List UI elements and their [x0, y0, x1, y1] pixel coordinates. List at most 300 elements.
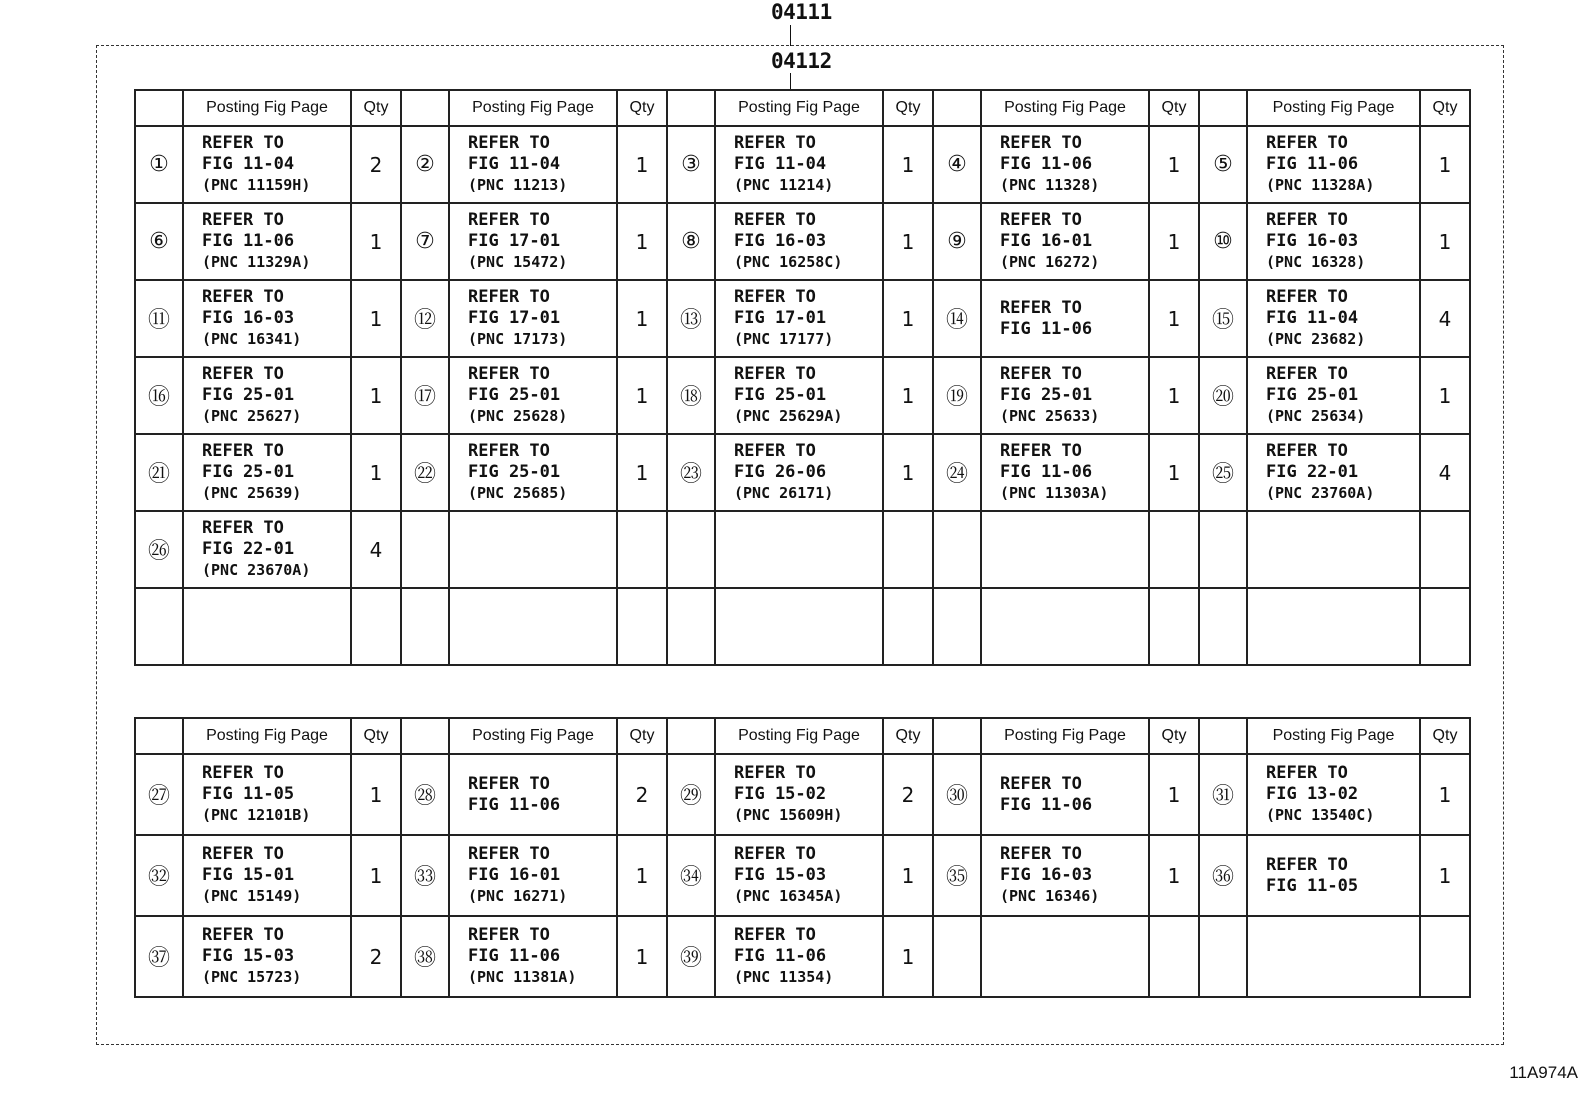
fig-number: FIG 16-03 [1000, 865, 1093, 885]
item-number: ⑪ [135, 280, 183, 357]
item-number: ㊳ [401, 916, 449, 997]
item-number [1199, 511, 1247, 588]
posting-reference [449, 280, 617, 357]
fig-number: FIG 15-03 [734, 865, 827, 885]
quantity: 1 [617, 434, 667, 511]
header-qty: Qty [1420, 718, 1470, 754]
header-posting-fig-page: Posting Fig Page [449, 718, 617, 754]
pnc-number: (PNC 26171) [734, 484, 834, 502]
quantity: 1 [617, 357, 667, 434]
item-number: ㉜ [135, 835, 183, 916]
refer-to-label: REFER TO [734, 763, 816, 783]
posting-reference [449, 754, 617, 835]
item-number: ㉓ [667, 434, 715, 511]
refer-to-label: REFER TO [468, 287, 550, 307]
item-number: ① [135, 126, 183, 203]
quantity: 1 [351, 203, 401, 280]
posting-reference [449, 126, 617, 203]
pnc-number: (PNC 13540C) [1266, 806, 1375, 824]
pnc-number: (PNC 11329A) [202, 253, 311, 271]
posting-reference [981, 434, 1149, 511]
fig-number: FIG 25-01 [202, 462, 295, 482]
fig-number: FIG 11-06 [734, 946, 827, 966]
header-qty: Qty [1149, 718, 1199, 754]
quantity: 1 [1420, 126, 1470, 203]
posting-reference [981, 511, 1149, 588]
posting-reference [715, 357, 883, 434]
fig-number: FIG 15-03 [202, 946, 295, 966]
sub-assembly-code: 04112 [771, 49, 832, 73]
item-number: ④ [933, 126, 981, 203]
quantity: 2 [351, 916, 401, 997]
header-qty: Qty [883, 90, 933, 126]
quantity: 2 [617, 754, 667, 835]
fig-number: FIG 16-01 [468, 865, 561, 885]
refer-to-label: REFER TO [1266, 287, 1348, 307]
header-posting-fig-page: Posting Fig Page [981, 90, 1149, 126]
item-number [933, 588, 981, 665]
header-number-column [667, 90, 715, 126]
quantity: 1 [351, 835, 401, 916]
item-number [933, 916, 981, 997]
refer-to-label: REFER TO [468, 364, 550, 384]
header-number-column [401, 718, 449, 754]
illustration-code: 11A974A [1509, 1063, 1578, 1082]
quantity [617, 588, 667, 665]
posting-reference [449, 916, 617, 997]
pnc-number: (PNC 16328) [1266, 253, 1366, 271]
quantity [1420, 511, 1470, 588]
item-number: ㉔ [933, 434, 981, 511]
fig-number: FIG 16-03 [734, 231, 827, 251]
refer-to-label: REFER TO [1000, 133, 1082, 153]
item-number: ㊱ [1199, 835, 1247, 916]
posting-reference [715, 588, 883, 665]
quantity: 1 [1149, 203, 1199, 280]
refer-to-label: REFER TO [202, 364, 284, 384]
item-number: ㉖ [135, 511, 183, 588]
pnc-number: (PNC 25629A) [734, 407, 843, 425]
refer-to-label: REFER TO [468, 844, 550, 864]
table-row [135, 588, 1470, 665]
header-qty: Qty [351, 90, 401, 126]
fig-number: FIG 16-03 [1266, 231, 1359, 251]
pnc-number: (PNC 16346) [1000, 887, 1100, 905]
item-number: ⑮ [1199, 280, 1247, 357]
pnc-number: (PNC 16258C) [734, 253, 843, 271]
header-posting-fig-page: Posting Fig Page [715, 718, 883, 754]
item-number [933, 511, 981, 588]
item-number: ㉑ [135, 434, 183, 511]
fig-number: FIG 11-06 [202, 231, 295, 251]
fig-number: FIG 25-01 [202, 385, 295, 405]
pnc-number: (PNC 16345A) [734, 887, 843, 905]
posting-reference [183, 434, 351, 511]
quantity [351, 588, 401, 665]
refer-to-label: REFER TO [1266, 763, 1348, 783]
posting-reference [981, 126, 1149, 203]
fig-number: FIG 11-04 [468, 154, 561, 174]
item-number: ⑩ [1199, 203, 1247, 280]
header-posting-fig-page: Posting Fig Page [449, 90, 617, 126]
quantity: 4 [1420, 434, 1470, 511]
main-code-leader-line [790, 25, 791, 46]
quantity: 1 [883, 357, 933, 434]
pnc-number: (PNC 25639) [202, 484, 302, 502]
refer-to-label: REFER TO [1266, 210, 1348, 230]
posting-reference [715, 754, 883, 835]
quantity [617, 511, 667, 588]
quantity: 1 [617, 916, 667, 997]
header-qty: Qty [617, 718, 667, 754]
posting-reference [183, 588, 351, 665]
posting-reference [183, 754, 351, 835]
fig-number: FIG 25-01 [1000, 385, 1093, 405]
header-posting-fig-page: Posting Fig Page [1247, 90, 1420, 126]
item-number: ㉕ [1199, 434, 1247, 511]
refer-to-label: REFER TO [1000, 844, 1082, 864]
refer-to-label: REFER TO [734, 133, 816, 153]
item-number [667, 588, 715, 665]
refer-to-label: REFER TO [202, 133, 284, 153]
table-row [135, 511, 1470, 588]
item-number: ㉛ [1199, 754, 1247, 835]
quantity: 2 [883, 754, 933, 835]
sub-code-leader-line [790, 73, 791, 90]
header-number-column [135, 718, 183, 754]
refer-to-label: REFER TO [1266, 854, 1348, 875]
quantity: 2 [351, 126, 401, 203]
pnc-number: (PNC 25633) [1000, 407, 1100, 425]
fig-number: FIG 11-04 [1266, 308, 1359, 328]
item-number: ⑲ [933, 357, 981, 434]
fig-number: FIG 11-06 [1000, 794, 1093, 815]
refer-to-label: REFER TO [734, 210, 816, 230]
header-posting-fig-page: Posting Fig Page [981, 718, 1149, 754]
header-qty: Qty [883, 718, 933, 754]
quantity: 1 [1149, 280, 1199, 357]
pnc-number: (PNC 11159H) [202, 176, 311, 194]
pnc-number: (PNC 23760A) [1266, 484, 1375, 502]
posting-reference [715, 835, 883, 916]
quantity: 1 [351, 754, 401, 835]
refer-to-label: REFER TO [202, 844, 284, 864]
posting-reference [1247, 916, 1420, 997]
table-row [135, 357, 1470, 434]
quantity: 1 [1420, 835, 1470, 916]
posting-reference [715, 434, 883, 511]
quantity [1149, 916, 1199, 997]
quantity: 1 [1149, 754, 1199, 835]
quantity [1420, 916, 1470, 997]
fig-number: FIG 15-02 [734, 784, 827, 804]
header-number-column [933, 718, 981, 754]
refer-to-label: REFER TO [468, 773, 550, 794]
item-number [401, 588, 449, 665]
pnc-number: (PNC 17177) [734, 330, 834, 348]
refer-to-label: REFER TO [468, 925, 550, 945]
pnc-number: (PNC 25627) [202, 407, 302, 425]
pnc-number: (PNC 25634) [1266, 407, 1366, 425]
posting-reference [183, 511, 351, 588]
pnc-number: (PNC 15149) [202, 887, 302, 905]
refer-to-label: REFER TO [1000, 210, 1082, 230]
pnc-number: (PNC 16271) [468, 887, 568, 905]
refer-to-label: REFER TO [1000, 773, 1082, 794]
refer-to-label: REFER TO [734, 287, 816, 307]
pnc-number: (PNC 11328) [1000, 176, 1100, 194]
pnc-number: (PNC 15723) [202, 968, 302, 986]
fig-number: FIG 11-04 [734, 154, 827, 174]
quantity [1420, 588, 1470, 665]
fig-number: FIG 25-01 [1266, 385, 1359, 405]
refer-to-label: REFER TO [734, 364, 816, 384]
header-number-column [135, 90, 183, 126]
item-number: ⑭ [933, 280, 981, 357]
quantity: 4 [351, 511, 401, 588]
pnc-number: (PNC 11381A) [468, 968, 577, 986]
quantity: 1 [1420, 357, 1470, 434]
fig-number: FIG 11-05 [202, 784, 295, 804]
table-row [135, 916, 1470, 997]
refer-to-label: REFER TO [1000, 297, 1082, 318]
fig-number: FIG 26-06 [734, 462, 827, 482]
item-number: ㉒ [401, 434, 449, 511]
posting-reference [981, 357, 1149, 434]
refer-to-label: REFER TO [202, 518, 284, 538]
posting-reference [981, 203, 1149, 280]
quantity: 1 [1149, 434, 1199, 511]
item-number: ⑱ [667, 357, 715, 434]
quantity: 1 [1149, 835, 1199, 916]
posting-reference [1247, 588, 1420, 665]
refer-to-label: REFER TO [202, 210, 284, 230]
refer-to-label: REFER TO [202, 763, 284, 783]
posting-reference [449, 357, 617, 434]
quantity: 4 [1420, 280, 1470, 357]
quantity [1149, 511, 1199, 588]
item-number: ⑤ [1199, 126, 1247, 203]
posting-reference [1247, 280, 1420, 357]
item-number: ⑳ [1199, 357, 1247, 434]
fig-number: FIG 17-01 [734, 308, 827, 328]
refer-to-label: REFER TO [202, 287, 284, 307]
quantity: 1 [883, 203, 933, 280]
fig-number: FIG 17-01 [468, 308, 561, 328]
refer-to-label: REFER TO [1000, 364, 1082, 384]
item-number [135, 588, 183, 665]
posting-reference [1247, 203, 1420, 280]
posting-reference [1247, 126, 1420, 203]
quantity: 1 [1149, 126, 1199, 203]
refer-to-label: REFER TO [1266, 133, 1348, 153]
refer-to-label: REFER TO [734, 844, 816, 864]
item-number: ㉙ [667, 754, 715, 835]
fig-number: FIG 25-01 [468, 385, 561, 405]
header-posting-fig-page: Posting Fig Page [183, 90, 351, 126]
header-number-column [401, 90, 449, 126]
posting-reference [1247, 357, 1420, 434]
posting-reference [1247, 835, 1420, 916]
table-row [135, 835, 1470, 916]
item-number: ㊲ [135, 916, 183, 997]
refer-to-label: REFER TO [734, 441, 816, 461]
posting-reference [981, 754, 1149, 835]
pnc-number: (PNC 15472) [468, 253, 568, 271]
pnc-number: (PNC 23682) [1266, 330, 1366, 348]
header-posting-fig-page: Posting Fig Page [183, 718, 351, 754]
header-posting-fig-page: Posting Fig Page [1247, 718, 1420, 754]
quantity: 1 [351, 280, 401, 357]
pnc-number: (PNC 11303A) [1000, 484, 1109, 502]
quantity: 1 [883, 126, 933, 203]
quantity: 1 [351, 434, 401, 511]
item-number [1199, 916, 1247, 997]
posting-reference [715, 511, 883, 588]
pnc-number: (PNC 23670A) [202, 561, 311, 579]
refer-to-label: REFER TO [1266, 441, 1348, 461]
quantity: 1 [883, 280, 933, 357]
fig-number: FIG 15-01 [202, 865, 295, 885]
item-number: ⑨ [933, 203, 981, 280]
quantity: 1 [883, 434, 933, 511]
header-number-column [667, 718, 715, 754]
refer-to-label: REFER TO [202, 925, 284, 945]
refer-to-label: REFER TO [468, 210, 550, 230]
quantity: 1 [1420, 203, 1470, 280]
fig-number: FIG 22-01 [202, 539, 295, 559]
item-number: ⑬ [667, 280, 715, 357]
item-number: ② [401, 126, 449, 203]
item-number: ⑯ [135, 357, 183, 434]
quantity: 1 [617, 280, 667, 357]
fig-number: FIG 25-01 [734, 385, 827, 405]
quantity [1149, 588, 1199, 665]
fig-number: FIG 16-03 [202, 308, 295, 328]
pnc-number: (PNC 11328A) [1266, 176, 1375, 194]
pnc-number: (PNC 11214) [734, 176, 834, 194]
quantity: 1 [617, 835, 667, 916]
parts-reference-table-2 [134, 717, 1471, 998]
item-number: ㉘ [401, 754, 449, 835]
quantity: 1 [617, 203, 667, 280]
posting-reference [183, 916, 351, 997]
header-qty: Qty [617, 90, 667, 126]
posting-reference [449, 434, 617, 511]
posting-reference [715, 916, 883, 997]
item-number: ㉚ [933, 754, 981, 835]
pnc-number: (PNC 17173) [468, 330, 568, 348]
item-number: ⑫ [401, 280, 449, 357]
posting-reference [981, 835, 1149, 916]
refer-to-label: REFER TO [734, 925, 816, 945]
quantity [883, 511, 933, 588]
header-posting-fig-page: Posting Fig Page [715, 90, 883, 126]
quantity: 1 [351, 357, 401, 434]
posting-reference [449, 835, 617, 916]
table-row [135, 203, 1470, 280]
pnc-number: (PNC 11213) [468, 176, 568, 194]
fig-number: FIG 11-04 [202, 154, 295, 174]
item-number: ③ [667, 126, 715, 203]
refer-to-label: REFER TO [468, 133, 550, 153]
posting-reference [1247, 434, 1420, 511]
posting-reference [183, 203, 351, 280]
posting-reference [449, 588, 617, 665]
table-row [135, 754, 1470, 835]
posting-reference [183, 280, 351, 357]
fig-number: FIG 11-06 [1000, 462, 1093, 482]
item-number: ⑦ [401, 203, 449, 280]
fig-number: FIG 11-06 [1000, 318, 1093, 339]
parts-reference-table-1 [134, 89, 1471, 666]
fig-number: FIG 17-01 [468, 231, 561, 251]
posting-reference [715, 126, 883, 203]
pnc-number: (PNC 15609H) [734, 806, 843, 824]
fig-number: FIG 22-01 [1266, 462, 1359, 482]
header-qty: Qty [1149, 90, 1199, 126]
item-number: ㉝ [401, 835, 449, 916]
table-row [135, 434, 1470, 511]
quantity: 1 [1149, 357, 1199, 434]
fig-number: FIG 16-01 [1000, 231, 1093, 251]
pnc-number: (PNC 16341) [202, 330, 302, 348]
quantity [883, 588, 933, 665]
posting-reference [981, 916, 1149, 997]
fig-number: FIG 13-02 [1266, 784, 1359, 804]
pnc-number: (PNC 16272) [1000, 253, 1100, 271]
pnc-number: (PNC 11354) [734, 968, 834, 986]
item-number [1199, 588, 1247, 665]
quantity: 1 [883, 916, 933, 997]
header-qty: Qty [1420, 90, 1470, 126]
pnc-number: (PNC 25628) [468, 407, 568, 425]
main-assembly-code: 04111 [771, 0, 832, 24]
header-number-column [1199, 90, 1247, 126]
item-number: ⑰ [401, 357, 449, 434]
item-number [401, 511, 449, 588]
posting-reference [449, 203, 617, 280]
fig-number: FIG 11-06 [1266, 154, 1359, 174]
posting-reference [981, 588, 1149, 665]
posting-reference [715, 203, 883, 280]
item-number: ⑥ [135, 203, 183, 280]
posting-reference [183, 357, 351, 434]
header-number-column [933, 90, 981, 126]
fig-number: FIG 11-06 [1000, 154, 1093, 174]
posting-reference [1247, 754, 1420, 835]
table-header-row [135, 718, 1470, 754]
refer-to-label: REFER TO [202, 441, 284, 461]
refer-to-label: REFER TO [1000, 441, 1082, 461]
refer-to-label: REFER TO [1266, 364, 1348, 384]
quantity: 1 [617, 126, 667, 203]
table-row [135, 126, 1470, 203]
table-header-row [135, 90, 1470, 126]
posting-reference [183, 126, 351, 203]
posting-reference [1247, 511, 1420, 588]
quantity: 1 [883, 835, 933, 916]
item-number: ㉟ [933, 835, 981, 916]
refer-to-label: REFER TO [468, 441, 550, 461]
quantity: 1 [1420, 754, 1470, 835]
pnc-number: (PNC 25685) [468, 484, 568, 502]
header-number-column [1199, 718, 1247, 754]
fig-number: FIG 25-01 [468, 462, 561, 482]
fig-number: FIG 11-05 [1266, 875, 1359, 896]
item-number: ⑧ [667, 203, 715, 280]
header-qty: Qty [351, 718, 401, 754]
